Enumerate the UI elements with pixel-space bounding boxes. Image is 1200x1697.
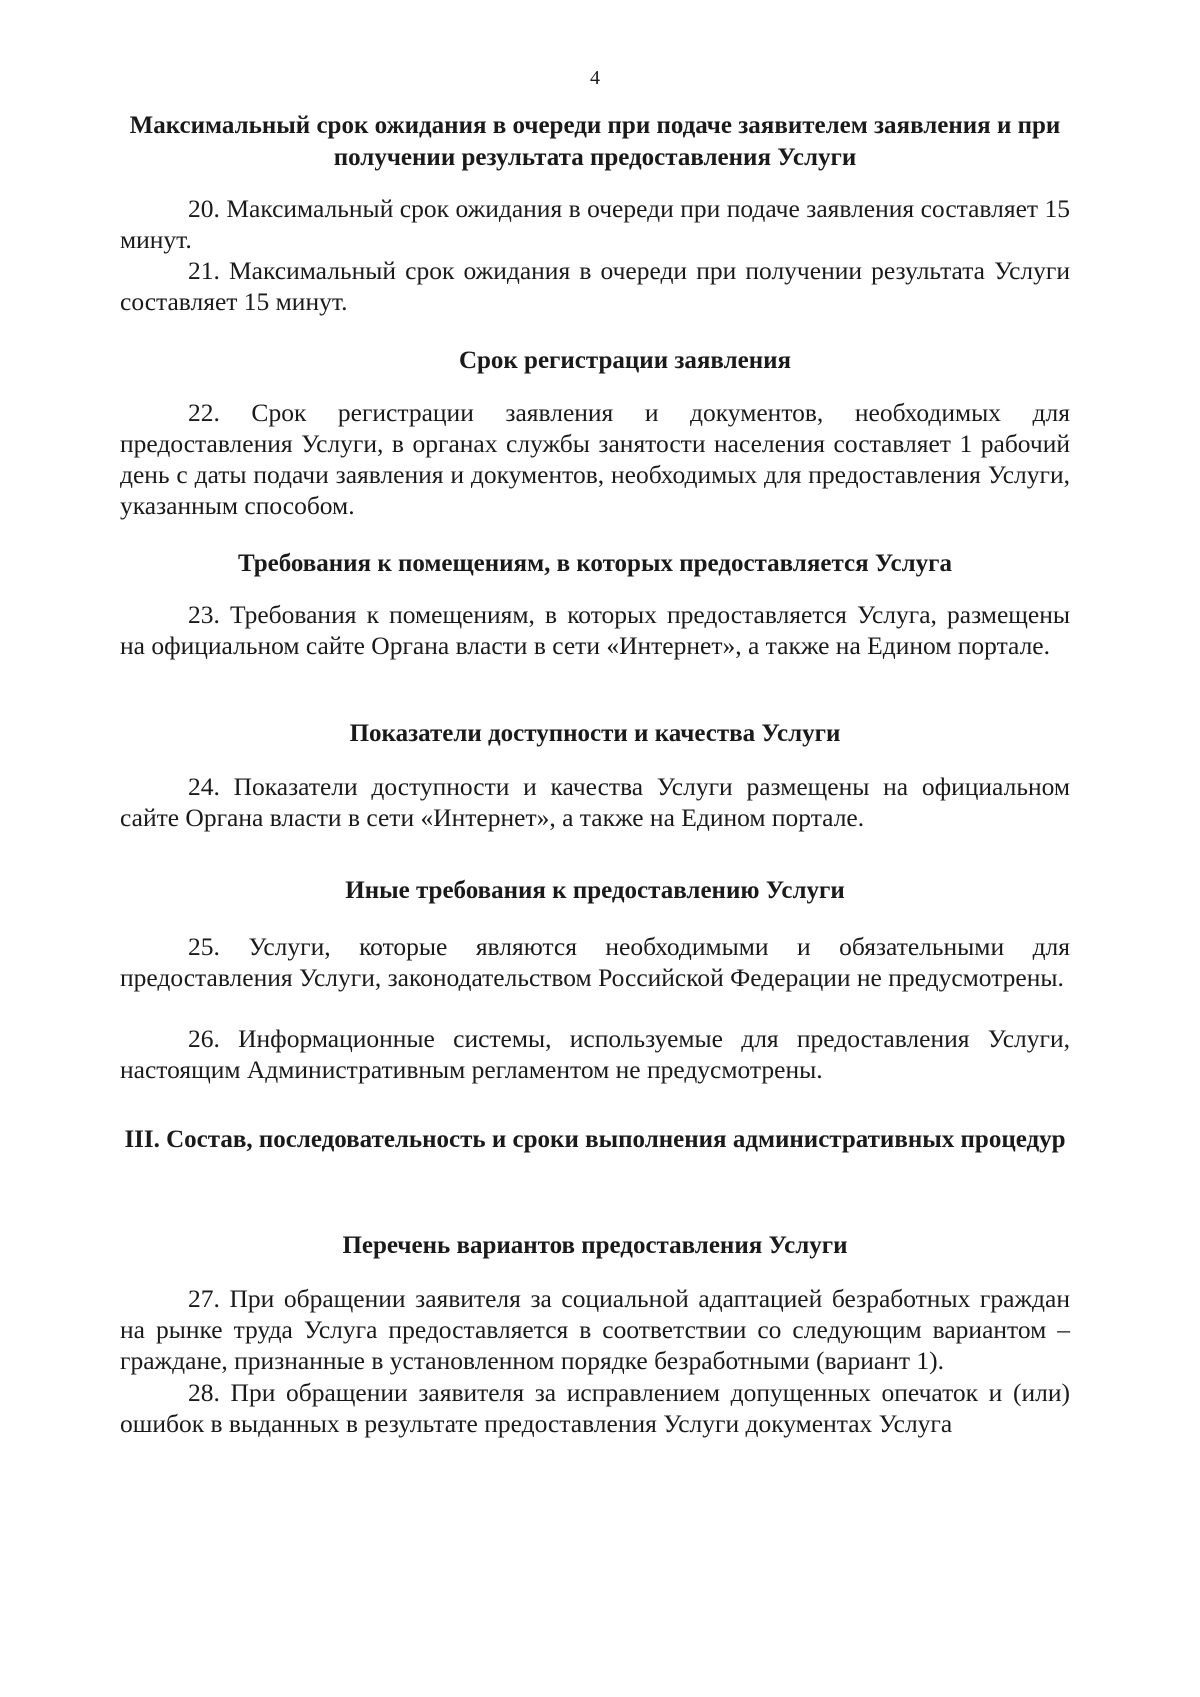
paragraph-26: 26. Информационные системы, используемые для предоставления Услуги, настоящим Административным регламентом не предусмотрены. <box>120 1024 1070 1084</box>
paragraph-24: 24. Показатели доступности и качества Услуги размещены на официальном сайте Органа власти в сети «Интернет», а также на Едином портале. <box>120 772 1070 832</box>
paragraph-25: 25. Услуги, которые являются необходимыми и обязательными для предоставления Услуги, законодательством Российской Федерации не предусмотрены. <box>120 932 1070 992</box>
paragraph-21: 21. Максимальный срок ожидания в очереди при получении результата Услуги составляет 15 минут. <box>120 256 1070 316</box>
paragraph-22: 22. Срок регистрации заявления и документов, необходимых для предоставления Услуги, в органах службы занятости населения составляет 1 рабочий день с даты подачи заявления и документов, необходимых для предоставления Услуги, указанным способом. <box>120 398 1070 520</box>
section-heading-registration-term: Срок регистрации заявления <box>458 347 792 374</box>
section-heading-other-requirements: Иные требования к предоставлению Услуги <box>345 877 845 904</box>
paragraph-27: 27. При обращении заявителя за социальной адаптацией безработных граждан на рынке труда Услуга предоставляется в соответствии со следующим вариантом – граждане, признанные в установленном порядке безработными (вариант 1). <box>120 1284 1070 1375</box>
section-heading-premises-requirements: Требования к помещениям, в которых предоставляется Услуга <box>237 550 953 577</box>
chapter-heading-iii: III. Состав, последовательность и сроки выполнения административных процедур <box>124 1126 1066 1153</box>
section-heading-accessibility-quality: Показатели доступности и качества Услуги <box>349 720 841 747</box>
page-number: 4 <box>590 67 600 89</box>
paragraph-28: 28. При обращении заявителя за исправлением допущенных опечаток и (или) ошибок в выданных в результате предоставления Услуги документах Услуга <box>120 1378 1070 1438</box>
paragraph-20: 20. Максимальный срок ожидания в очереди при подаче заявления составляет 15 минут. <box>120 194 1070 254</box>
section-heading-waiting-time: Максимальный срок ожидания в очереди при подаче заявителем заявления и при получении результата предоставления Услуги <box>129 112 1061 171</box>
paragraph-23: 23. Требования к помещениям, в которых предоставляется Услуга, размещены на официальном сайте Органа власти в сети «Интернет», а также на Едином портале. <box>120 600 1070 660</box>
section-heading-variants-list: Перечень вариантов предоставления Услуги <box>342 1232 848 1259</box>
